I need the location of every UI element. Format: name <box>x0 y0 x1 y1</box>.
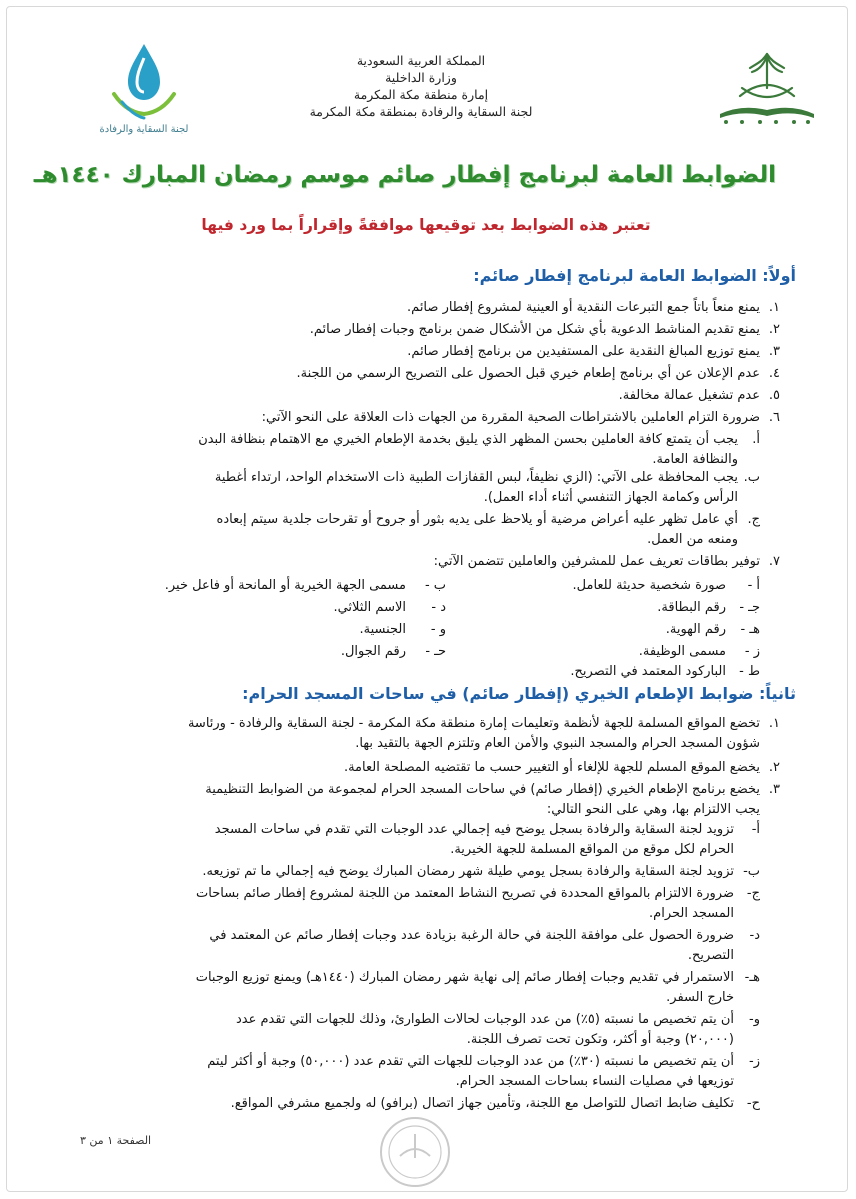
item-number: ٥. <box>768 388 780 403</box>
sub3-h-line-1: تكليف ضابط اتصال للتواصل مع اللجنة، وتأمين جهاز اتصال (برافو) له ولجميع مشرفي المواقع. <box>230 1096 734 1111</box>
section1-item-4: عدم الإعلان عن أي برنامج إطعام خيري قبل الحصول على التصريح الرسمي من اللجنة. <box>296 366 760 381</box>
card-field-number: ط - <box>739 664 760 679</box>
sub-number: ز- <box>749 1054 760 1069</box>
page-title: الضوابط العامة لبرنامج إفطار صائم موسم رمضان المبارك ١٤٤٠هـ <box>33 162 776 188</box>
section1-item-2: يمنع تقديم المناشط الدعوية بأي شكل من الأشكال ضمن برنامج وجبات إفطار صائم. <box>309 322 760 337</box>
sub3-d-line-2: التصريح. <box>687 948 734 963</box>
item-number: ٢. <box>768 760 780 775</box>
sub-number: ج- <box>746 886 760 901</box>
page-number: الصفحة ١ من ٣ <box>80 1134 152 1147</box>
sub3-a-line-2: الحرام لكل موقع من المواقع المسلمة للجهة الخيرية. <box>450 842 734 857</box>
sub-number: أ. <box>752 432 760 447</box>
gov-line-3: إمارة منطقة مكة المكرمة <box>353 87 489 102</box>
sub6-c-line-1: أي عامل تظهر عليه أعراض مرضية أو يلاحظ على يديه بثور أو جروح أو تقرحات جلدية سيتم إبعاده <box>216 512 738 527</box>
item-number: ٤. <box>768 366 780 381</box>
saudi-emblem-icon <box>712 48 822 128</box>
card-field: الجنسية. <box>359 622 406 637</box>
sub3-f-line-1: أن يتم تخصيص ما نسبته (٥٪) من عدد الوجبات لحالات الطوارئ، وذلك للجهات التي تقدم عدد <box>235 1012 734 1027</box>
sub6-b-line-2: الرأس وكمامة الجهاز التنفسي أثناء أداء العمل). <box>483 490 738 505</box>
sub6-a-line-2: والنظافة العامة. <box>652 452 738 467</box>
card-field-number: ز - <box>744 644 760 659</box>
card-field-number: ب - <box>424 578 446 593</box>
card-field: صورة شخصية حديثة للعامل. <box>572 578 726 593</box>
card-field-number: هـ - <box>740 622 760 637</box>
card-field: الاسم الثلاثي. <box>333 600 406 615</box>
government-header <box>306 52 536 120</box>
card-field: رقم البطاقة. <box>657 600 726 615</box>
section2-heading: ثانياً: ضوابط الإطعام الخيري (إفطار صائم) في ساحات المسجد الحرام: <box>242 684 796 703</box>
section1-item-7: توفير بطاقات تعريف عمل للمشرفين والعاملين تتضمن الآتي: <box>433 554 760 569</box>
section1-item-1: يمنع منعاً باتاً جمع التبرعات النقدية أو العينية لمشروع إفطار صائم. <box>407 300 760 315</box>
gov-line-2: وزارة الداخلية <box>385 70 457 85</box>
sub6-a-line-1: يجب أن يتمتع كافة العاملين بحسن المظهر الذي يليق بخدمة الإطعام الخيري مع الاهتمام بنظافة البدن <box>198 432 738 447</box>
card-field: رقم الجوال. <box>340 644 406 659</box>
water-drop-logo-icon <box>104 40 184 122</box>
sub-number: د- <box>749 928 760 943</box>
section2-item-1-line-2: شؤون المسجد الحرام والمسجد النبوي والأمن العام وتلتزم الجهة بالتقيد بها. <box>355 736 760 751</box>
card-field: الباركود المعتمد في التصريح. <box>570 664 726 679</box>
sub3-g-line-2: توزيعها في مصليات النساء بساحات المسجد الحرام. <box>455 1074 734 1089</box>
card-field-number: حـ - <box>425 644 446 659</box>
card-field: مسمى الجهة الخيرية أو المانحة أو فاعل خير. <box>164 578 406 593</box>
sub3-g-line-1: أن يتم تخصيص ما نسبته (٣٠٪) من عدد الوجبات للجهات التي تقدم عدد (٥٠,٠٠٠) وجبة أو أكثر ليتم <box>207 1054 734 1069</box>
gov-line-1: المملكة العربية السعودية <box>356 53 486 68</box>
item-number: ١. <box>768 300 780 315</box>
card-field: مسمى الوظيفة. <box>638 644 726 659</box>
sub3-e-line-1: الاستمرار في تقديم وجبات إفطار صائم إلى نهاية شهر رمضان المبارك (١٤٤٠هـ) ويمنع توزيع الوجبات <box>195 970 734 985</box>
sub-number: و- <box>749 1012 760 1027</box>
section2-item-1-line-1: تخضع المواقع المسلمة للجهة لأنظمة وتعليمات إمارة منطقة مكة المكرمة - لجنة السقاية والرفادة - ورئاسة <box>187 716 760 731</box>
card-field-number: أ - <box>747 578 760 593</box>
sub3-d-line-1: ضرورة الحصول على موافقة اللجنة في حالة الرغبة بزيادة عدد وجبات إفطار صائم عن المعتمد في <box>209 928 734 943</box>
sub-number: ح- <box>746 1096 760 1111</box>
section1-heading: أولاً: الضوابط العامة لبرنامج إفطار صائم: <box>473 266 796 285</box>
sub-number: ج. <box>747 512 760 527</box>
sub6-b-line-1: يجب المحافظة على الآتي: (الزي نظيفاً، لبس القفازات الطبية ذات الاستخدام الواحد، ارتداء أغطية <box>214 470 738 485</box>
item-number: ٦. <box>768 410 780 425</box>
section1-item-3: يمنع توزيع المبالغ النقدية على المستفيدين من برنامج إفطار صائم. <box>407 344 760 359</box>
sub-number: ب. <box>743 470 760 485</box>
sub3-f-line-2: (٢٠,٠٠٠) وجبة أو أكثر، وتكون تحت تصرف اللجنة. <box>466 1032 734 1047</box>
item-number: ٣. <box>768 344 780 359</box>
item-number: ٢. <box>768 322 780 337</box>
section2-item-3-line-1: يخضع برنامج الإطعام الخيري (إفطار صائم) في ساحات المسجد الحرام لمجموعة من الضوابط التنظيمية <box>205 782 760 797</box>
sub-number: أ- <box>751 822 760 837</box>
stamp-seal-icon <box>370 1112 460 1192</box>
sub3-e-line-2: خارج السفر. <box>666 990 734 1005</box>
committee-logo <box>84 40 204 150</box>
section2-item-3-line-2: يجب الالتزام بها، وهي على النحو التالي: <box>546 802 760 817</box>
card-field-number: و - <box>430 622 446 637</box>
sub-number: ب- <box>743 864 760 879</box>
sub3-b-line-1: تزويد لجنة السقاية والرفادة بسجل يومي طيلة شهر رمضان المبارك يوضح فيه إجمالي ما تم توزيعه. <box>202 864 734 879</box>
section1-item-5: عدم تشغيل عمالة مخالفة. <box>618 388 760 403</box>
item-number: ١. <box>768 716 780 731</box>
card-field: رقم الهوية. <box>665 622 726 637</box>
gov-line-4: لجنة السقاية والرفادة بمنطقة مكة المكرمة <box>309 104 533 119</box>
sub3-c-line-1: ضرورة الالتزام بالمواقع المحددة في تصريح النشاط المعتمد من اللجنة لمشروع إفطار صائم بساحات <box>196 886 734 901</box>
page-subtitle: تعتبر هذه الضوابط بعد توقيعها موافقةً وإقراراً بما ورد فيها <box>201 216 651 234</box>
section2-item-2: يخضع الموقع المسلم للجهة للإلغاء أو التغيير حسب ما تقتضيه المصلحة العامة. <box>343 760 760 775</box>
sub3-c-line-2: المسجد الحرام. <box>649 906 734 921</box>
card-field-number: جـ - <box>739 600 760 615</box>
sub6-c-line-2: ومنعه من العمل. <box>647 532 738 547</box>
logo-caption: لجنة السقاية والرفادة <box>99 124 189 135</box>
sub-number: هـ- <box>744 970 760 985</box>
item-number: ٣. <box>768 782 780 797</box>
card-field-number: د - <box>431 600 446 615</box>
item-number: ٧. <box>768 554 780 569</box>
sub3-a-line-1: تزويد لجنة السقاية والرفادة بسجل يوضح فيه إجمالي عدد الوجبات التي تقدم في ساحات المسجد <box>214 822 734 837</box>
section1-item-6: ضرورة التزام العاملين بالاشتراطات الصحية المقررة من الجهات ذات العلاقة على النحو الآتي: <box>261 410 760 425</box>
